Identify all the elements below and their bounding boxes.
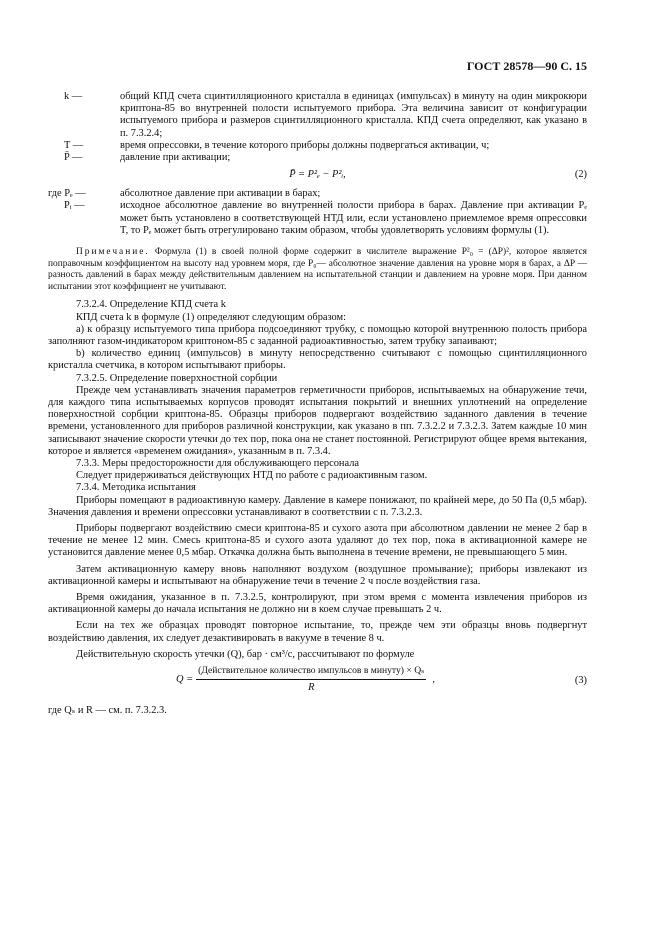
body-paragraph: Время ожидания, указанное в п. 7.3.2.5, контролируют, при этом время с момента извлечения приборов из активационной камеры до начала испытания не должно ни в коем случае превышать 2 ч.: [48, 592, 587, 616]
formula-3-denominator: R: [308, 682, 315, 694]
where-text: исходное абсолютное давление во внутренней полости прибора в барах. Давление при активации Pₑ может быть установлено в соответствующей НТД или, если установлено приемлемое время опрессовки T, то Pₑ может быть отрегулировано таким образом, чтобы удовлетворять условиям формулы (1).: [120, 200, 587, 236]
where-pi: [48, 200, 587, 237]
formula-3-tail: ,: [432, 673, 435, 685]
where-symbol: Pᵢ —: [64, 200, 85, 212]
body-paragraph: Если на тех же образцах проводят повторное испытание, то, прежде чем эти образцы вновь подвергнут воздействию давления, их следует дезактивировать в вакууме в течение 8 ч.: [48, 620, 587, 644]
body-paragraph: Приборы помещают в радиоактивную камеру. Давление в камере понижают, по крайней мере, до 50 Па (0,5 мбар). Значения давления и времени опрессовки устанавливают в соответствии с п. 7.3.2.3.: [48, 494, 587, 518]
section-heading-7-3-2-4: 7.3.2.4. Определение КПД счета k: [76, 299, 226, 311]
list-item-b: b) количество единиц (импульсов) в минуту непосредственно считывают с помощью сцинтилляционного кристалла счетчика, в котором испытывают приборы.: [48, 348, 587, 372]
definition-k: [48, 91, 587, 140]
where-pe: [48, 188, 587, 200]
note-paragraph: [48, 247, 587, 293]
definition-p: [48, 152, 587, 164]
formula-2-expression: P̄ = P²ₑ − P²ᵢ,: [289, 169, 346, 181]
definition-t: [48, 140, 587, 152]
section-heading-7-3-4: 7.3.4. Методика испытания: [76, 482, 196, 494]
body-paragraph: Прежде чем устанавливать значения параметров герметичности приборов, испытываемых на обнаружение течи, для каждого типа испытываемых корпусов проводят испытания покрытий и внешних уплотнений на определение поверхностной сорбции криптона-85. Образцы приборов подвергают воздействию заданного давления в течение времени, установленного для приборов различной конструкции, как указано в пп. 7.3.2.2 и 7.3.2.3. Затем каждые 10 мин записывают значение скорости утечки до тех пор, пока она не станет постоянной. Регистрируют общее время вытекания, которое и является «временем ожидания», указанным в п. 7.3.4.: [48, 384, 587, 457]
definition-symbol: P̄ —: [64, 152, 83, 164]
body-paragraph: Приборы подвергают воздействию смеси криптона-85 и сухого азота при абсолютном давлении не менее 2 бар в течение не менее 12 мин. Смесь криптона-85 и сухого азота удаляют до тех пор, пока в активационной камере не установится давление менее 0,5 мбар. Откачка должна быть выполнена в течение времени, не превышающего 5 мин.: [48, 523, 587, 559]
formula-3-number: (3): [574, 675, 587, 687]
where-symbol: где Pₑ —: [48, 188, 86, 200]
page-content: [48, 91, 587, 717]
definition-symbol: k —: [64, 91, 83, 102]
note-label: Примечание.: [76, 247, 150, 258]
body-paragraph: КПД счета k в формуле (1) определяют следующим образом:: [76, 311, 347, 323]
definition-text: время опрессовки, в течение которого приборы должны подвергаться активации, ч;: [120, 139, 490, 151]
formula-3-body: [196, 665, 426, 694]
body-paragraph: Следует придерживаться действующих НТД по работе с радиоактивным газом.: [76, 470, 428, 482]
body-paragraph: Действительную скорость утечки (Q), бар · см³/с, рассчитывают по формуле: [76, 648, 415, 660]
formula-3: [48, 665, 587, 701]
definition-text: давление при активации;: [120, 152, 231, 164]
page-header: ГОСТ 28578—90 С. 15: [466, 59, 587, 73]
footer-line: где Qₛ и R — см. п. 7.3.2.3.: [48, 705, 167, 717]
section-heading-7-3-2-5: 7.3.2.5. Определение поверхностной сорбции: [76, 372, 278, 384]
formula-2: [48, 164, 587, 188]
formula-3-fraction: [176, 665, 435, 694]
body-paragraph: Затем активационную камеру вновь наполняют воздухом (воздушное промывание); приборы извлекают из активационной камеры и испытывают на обнаружение течи в течение 2 ч после воздействия газа.: [48, 563, 587, 587]
formula-3-lhs: Q =: [176, 673, 194, 685]
formula-2-number: (2): [574, 169, 587, 181]
note-text: Формула (1) в своей полной форме содержит в числителе выражение P²₀ = (ΔP)², которое является поправочным коэффициентом на высоту над уровнем моря, где P₀— абсолютное значение давления на уровне моря в барах, а ΔP — разность давлений в барах между действительным давлением на испытательной станции и давлением на уровне моря. При данном испытании этот коэффициент не учитывают.: [48, 247, 587, 292]
formula-3-numerator: (Действительное количество импульсов в минуту) × Qₛ: [196, 665, 426, 680]
list-item-a: а) к образцу испытуемого типа прибора подсоединяют трубку, с помощью которой внутреннюю полость прибора заполняют газом-индикатором криптоном-85 с заданной радиоактивностью, затем трубку запаивают;: [48, 323, 587, 348]
definition-text: общий КПД счета сцинтилляционного кристалла в единицах (импульсах) в минуту на один микрокюри криптона-85 во внутренней полости испытуемого прибора. Эта величина зависит от конфигурации испытуемого прибора и размеров сцинтилляционного кристалла. КПД счета определяют, как указано в п. 7.3.2.4;: [120, 91, 587, 139]
section-heading-7-3-3: 7.3.3. Меры предосторожности для обслуживающего персонала: [76, 458, 359, 470]
definition-symbol: T —: [64, 139, 84, 151]
where-text: абсолютное давление при активации в барах;: [120, 188, 321, 200]
